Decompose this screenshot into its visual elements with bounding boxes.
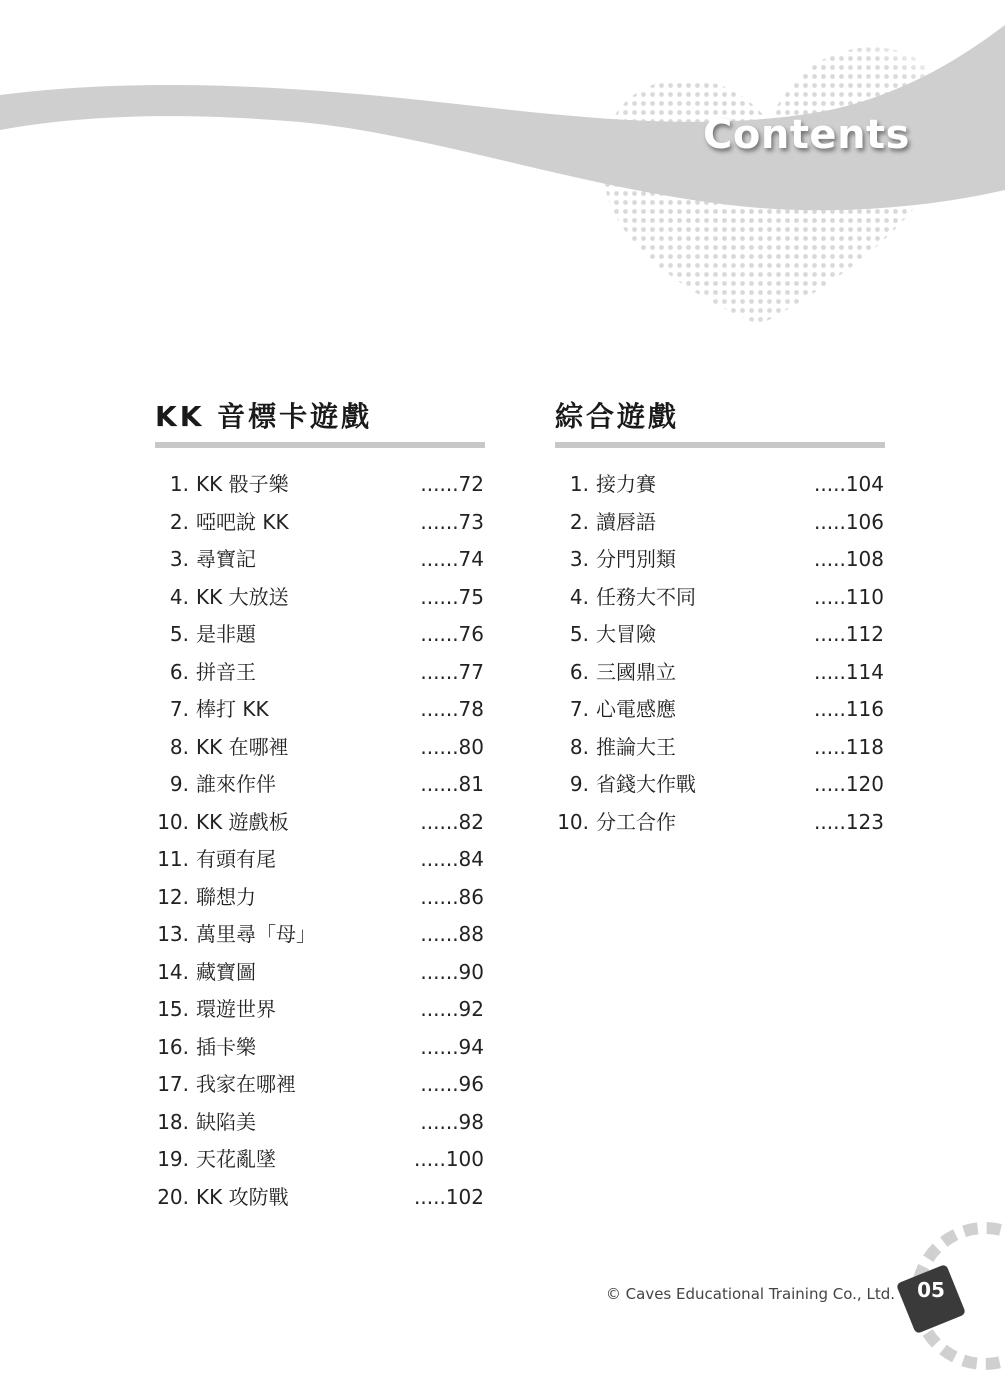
entry-number: 5. — [169, 622, 189, 646]
entry-page-ref: ......76 — [420, 622, 484, 646]
toc-entry — [155, 1066, 485, 1104]
page-badge — [885, 1218, 1005, 1388]
entry-title: KK 在哪裡 — [196, 734, 289, 759]
entry-number: 6. — [169, 659, 189, 684]
entry-number: 20. — [157, 1184, 189, 1209]
toc-entry — [155, 541, 485, 579]
entry-number: 2. — [169, 509, 189, 534]
entry-title: 任務大不同 — [596, 584, 696, 609]
toc-entry — [555, 616, 885, 654]
entry-number: 8. — [569, 734, 589, 759]
entry-title: 環遊世界 — [196, 997, 276, 1021]
entry-number: 3. — [169, 547, 189, 571]
toc-entry — [555, 541, 885, 579]
entry-number: 4. — [169, 584, 189, 609]
entry-page-ref: .....120 — [814, 772, 884, 796]
toc-entry — [155, 954, 485, 992]
section-heading: 綜合遊戲 — [555, 400, 680, 433]
toc-entry — [155, 1104, 485, 1142]
page-title: Contents — [703, 112, 910, 158]
entry-page-ref: ......73 — [420, 509, 484, 534]
entry-page-ref: ......82 — [420, 809, 484, 834]
entry-page-ref: ......80 — [420, 734, 484, 759]
entry-page-ref: .....114 — [814, 659, 884, 684]
entry-page-ref: ......92 — [420, 997, 484, 1021]
entry-page-ref: .....108 — [814, 547, 884, 571]
toc-entry — [155, 579, 485, 617]
entry-number: 3. — [569, 547, 589, 571]
entry-title: 推論大王 — [596, 734, 676, 759]
toc-entry — [555, 691, 885, 729]
entry-page-ref: ......94 — [420, 1034, 484, 1059]
entry-title: 我家在哪裡 — [196, 1072, 296, 1096]
entry-title: KK 遊戲板 — [196, 809, 289, 834]
toc-entry — [555, 579, 885, 617]
toc-entry — [155, 691, 485, 729]
entry-number: 9. — [169, 772, 189, 796]
entry-title: 插卡樂 — [196, 1034, 256, 1059]
toc-entry — [155, 729, 485, 767]
copyright-notice: © Caves Educational Training Co., Ltd. — [605, 1285, 895, 1303]
entry-title: 啞吧說 KK — [196, 509, 289, 534]
toc-entry — [155, 654, 485, 692]
entry-title: 省錢大作戰 — [596, 772, 696, 796]
entry-page-ref: .....102 — [414, 1184, 484, 1209]
entry-number: 4. — [569, 584, 589, 609]
toc-entry — [555, 466, 885, 504]
entry-title: 是非題 — [196, 622, 256, 646]
entry-page-ref: .....110 — [814, 584, 884, 609]
entry-page-ref: .....116 — [814, 697, 884, 721]
toc-entry — [155, 504, 485, 542]
entry-title: 萬里尋「母」 — [196, 922, 316, 946]
toc-entry — [155, 916, 485, 954]
entry-number: 8. — [169, 734, 189, 759]
entry-page-ref: ......72 — [420, 472, 484, 496]
section-combined-games — [555, 396, 885, 841]
entry-page-ref: ......75 — [420, 584, 484, 609]
section-divider — [155, 442, 485, 448]
header-decoration — [0, 0, 1005, 340]
entry-title: 聯想力 — [196, 884, 256, 909]
entry-number: 1. — [169, 472, 189, 496]
toc-entry — [155, 804, 485, 842]
entry-page-ref: ......74 — [420, 547, 484, 571]
entry-title: 大冒險 — [596, 622, 656, 646]
entry-title: KK 大放送 — [196, 584, 289, 609]
entry-number: 19. — [157, 1147, 189, 1171]
toc-entry — [155, 841, 485, 879]
entry-title: 棒打 KK — [196, 697, 269, 721]
entry-title: 尋寶記 — [196, 547, 256, 571]
entry-page-ref: ......96 — [420, 1072, 484, 1096]
entry-page-ref: ......77 — [420, 659, 484, 684]
entry-number: 18. — [157, 1109, 189, 1134]
toc-entry — [155, 991, 485, 1029]
entry-number: 11. — [157, 847, 189, 871]
section-divider — [555, 442, 885, 448]
toc-entry — [155, 1141, 485, 1179]
toc-entry — [555, 654, 885, 692]
entry-page-ref: .....104 — [814, 472, 884, 496]
entry-title: 缺陷美 — [196, 1109, 256, 1134]
entry-title: 拼音王 — [196, 659, 256, 684]
toc-entry — [555, 804, 885, 842]
entry-title: 讀唇語 — [596, 509, 656, 534]
entry-number: 15. — [157, 997, 189, 1021]
entry-page-ref: .....100 — [414, 1147, 484, 1171]
entry-number: 7. — [569, 697, 589, 721]
toc-entry — [155, 879, 485, 917]
page-number: 05 — [917, 1278, 945, 1302]
entry-number: 6. — [569, 659, 589, 684]
entry-page-ref: ......81 — [420, 772, 484, 796]
toc-list — [155, 466, 485, 1216]
entry-title: 誰來作伴 — [196, 772, 276, 796]
entry-page-ref: .....106 — [814, 509, 884, 534]
entry-title: 天花亂墜 — [196, 1147, 276, 1171]
entry-title: 藏寶圖 — [196, 959, 256, 984]
toc-entry — [155, 1179, 485, 1217]
entry-number: 13. — [157, 922, 189, 946]
toc-list — [555, 466, 885, 841]
entry-page-ref: .....112 — [814, 622, 884, 646]
entry-title: 分工合作 — [596, 809, 676, 834]
entry-page-ref: ......84 — [420, 847, 484, 871]
entry-number: 12. — [157, 884, 189, 909]
entry-number: 10. — [157, 809, 189, 834]
entry-number: 10. — [557, 809, 589, 834]
entry-number: 16. — [157, 1034, 189, 1059]
entry-number: 9. — [569, 772, 589, 796]
entry-page-ref: ......78 — [420, 697, 484, 721]
entry-page-ref: ......98 — [420, 1109, 484, 1134]
entry-number: 5. — [569, 622, 589, 646]
entry-number: 1. — [569, 472, 589, 496]
toc-entry — [155, 616, 485, 654]
entry-title: 三國鼎立 — [596, 659, 676, 684]
toc-entry — [555, 504, 885, 542]
entry-page-ref: ......88 — [420, 922, 484, 946]
entry-number: 2. — [569, 509, 589, 534]
entry-title: 有頭有尾 — [196, 847, 276, 871]
toc-entry — [555, 766, 885, 804]
toc-entry — [155, 766, 485, 804]
entry-page-ref: ......90 — [420, 959, 484, 984]
section-kk-card-games — [155, 396, 485, 1216]
entry-page-ref: .....123 — [814, 809, 884, 834]
entry-page-ref: ......86 — [420, 884, 484, 909]
toc-entry — [155, 466, 485, 504]
entry-page-ref: .....118 — [814, 734, 884, 759]
toc-entry — [155, 1029, 485, 1067]
entry-number: 14. — [157, 959, 189, 984]
entry-title: KK 骰子樂 — [196, 472, 289, 496]
toc-entry — [555, 729, 885, 767]
entry-title: 心電感應 — [596, 697, 676, 721]
entry-title: 分門別類 — [596, 547, 676, 571]
entry-number: 17. — [157, 1072, 189, 1096]
entry-title: 接力賽 — [596, 472, 656, 496]
section-heading: KK 音標卡遊戲 — [155, 400, 373, 433]
entry-number: 7. — [169, 697, 189, 721]
entry-title: KK 攻防戰 — [196, 1184, 289, 1209]
